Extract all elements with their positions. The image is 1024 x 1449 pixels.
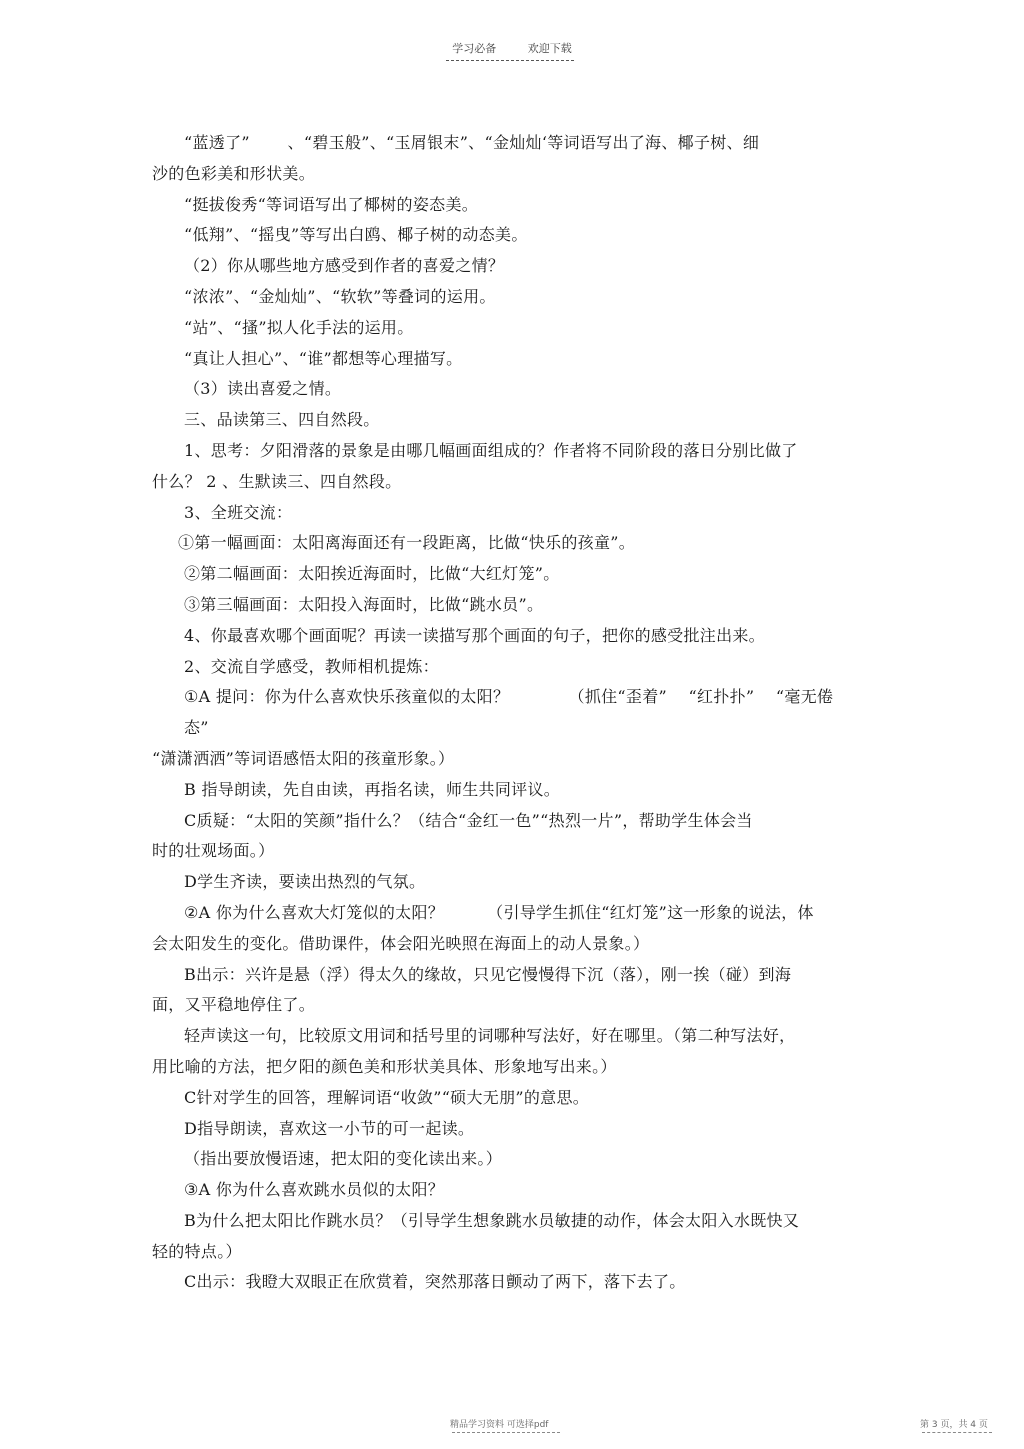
text-line: （2）你从哪些地方感受到作者的喜爱之情？ — [184, 256, 505, 276]
text-line: 三、品读第三、四自然段。 — [184, 410, 380, 430]
header-divider — [446, 60, 574, 61]
text-line: 4、你最喜欢哪个画面呢？再读一读描写那个画面的句子，把你的感受批注出来。 — [184, 625, 765, 645]
document-body — [152, 128, 842, 1298]
header-left-text: 学习必备 — [452, 42, 497, 55]
text-line: “站”、“搔”拟人化手法的运用。 — [184, 317, 414, 337]
text-line: “蓝透了” 、“碧玉般”、“玉屑银末”、“金灿灿‘等词语写出了海、椰子树、细 — [184, 133, 760, 152]
text-line: ②第二幅画面：太阳挨近海面时，比做“大红灯笼”。 — [184, 564, 560, 584]
text-line: “浓浓”、“金灿灿”、“软软”等叠词的运用。 — [184, 286, 496, 306]
text-line: C针对学生的回答，理解词语“收敛”“硕大无朋”的意思。 — [184, 1087, 590, 1107]
page-number: 第 3 页，共 4 页 — [920, 1420, 988, 1430]
text-line: B出示：兴许是悬（浮）得太久的缘故，只见它慢慢得下沉（落），刚一挨（碰）到海 — [184, 964, 792, 984]
text-line: ③A 你为什么喜欢跳水员似的太阳？ — [184, 1180, 445, 1200]
text-line: C质疑：“太阳的笑颜”指什么？（结合“金红一色”“热烈一片”，帮助学生体会当 — [184, 810, 753, 830]
footer-right-divider — [922, 1432, 992, 1433]
text-line: D学生齐读，要读出热烈的气氛。 — [184, 872, 426, 892]
text-line: “潇潇洒洒”等词语感悟太阳的孩童形象。） — [152, 748, 455, 768]
text-line: B 指导朗读，先自由读，再指名读，师生共同评议。 — [184, 779, 561, 799]
text-line: （3）读出喜爱之情。 — [184, 379, 342, 399]
text-line: B为什么把太阳比作跳水员？（引导学生想象跳水员敏捷的动作，体会太阳入水既快又 — [184, 1210, 800, 1230]
text-line: 时的壮观场面。） — [152, 841, 275, 861]
page-header — [0, 40, 1024, 56]
text-line: 3、全班交流： — [184, 502, 293, 522]
header-right-text: 欢迎下载 — [527, 42, 572, 55]
text-line: D指导朗读，喜欢这一小节的可一起读。 — [184, 1118, 475, 1138]
text-line: 用比喻的方法，把夕阳的颜色美和形状美具体、形象地写出来。） — [152, 1056, 617, 1076]
text-line: 轻的特点。） — [152, 1241, 242, 1261]
text-line: 2、交流自学感受，教师相机提炼： — [184, 656, 439, 676]
text-line: 面，又平稳地停住了。 — [152, 995, 316, 1015]
text-line: C出示：我瞪大双眼正在欣赏着，突然那落日颤动了两下，落下去了。 — [184, 1272, 686, 1292]
text-line: 沙的色彩美和形状美。 — [152, 163, 316, 183]
text-line: 会太阳发生的变化。借助课件，体会阳光映照在海面上的动人景象。） — [152, 933, 650, 953]
text-line: ③第三幅画面：太阳投入海面时，比做“跳水员”。 — [184, 594, 544, 614]
text-line: ①第一幅画面：太阳离海面还有一段距离，比做“快乐的孩童”。 — [178, 533, 636, 553]
text-line: ②A 你为什么喜欢大灯笼似的太阳？ （引导学生抓住“红灯笼”这一形象的说法，体 — [184, 902, 814, 922]
text-line: ①A 提问：你为什么喜欢快乐孩童似的太阳？ （抓住“歪着” “红扑扑” “毫无倦态” — [184, 687, 834, 738]
text-line: “真让人担心”、“谁”都想等心理描写。 — [184, 348, 463, 368]
footer-left-divider — [452, 1432, 560, 1433]
text-line: 1、思考：夕阳滑落的景象是由哪几幅画面组成的？作者将不同阶段的落日分别比做了 — [184, 440, 798, 460]
text-line: 轻声读这一句，比较原文用词和括号里的词哪种写法好，好在哪里。（第二种写法好， — [184, 1026, 796, 1046]
text-line: （指出要放慢语速，把太阳的变化读出来。） — [184, 1149, 503, 1169]
text-line: 什么？ 2 、生默读三、四自然段。 — [152, 471, 402, 491]
text-line: “低翔”、“摇曳”等写出白鸥、椰子树的动态美。 — [184, 225, 528, 245]
footer-left-text: 精品学习资料 可选择pdf — [450, 1420, 549, 1430]
text-line: “挺拔俊秀“等词语写出了椰树的姿态美。 — [184, 194, 479, 214]
